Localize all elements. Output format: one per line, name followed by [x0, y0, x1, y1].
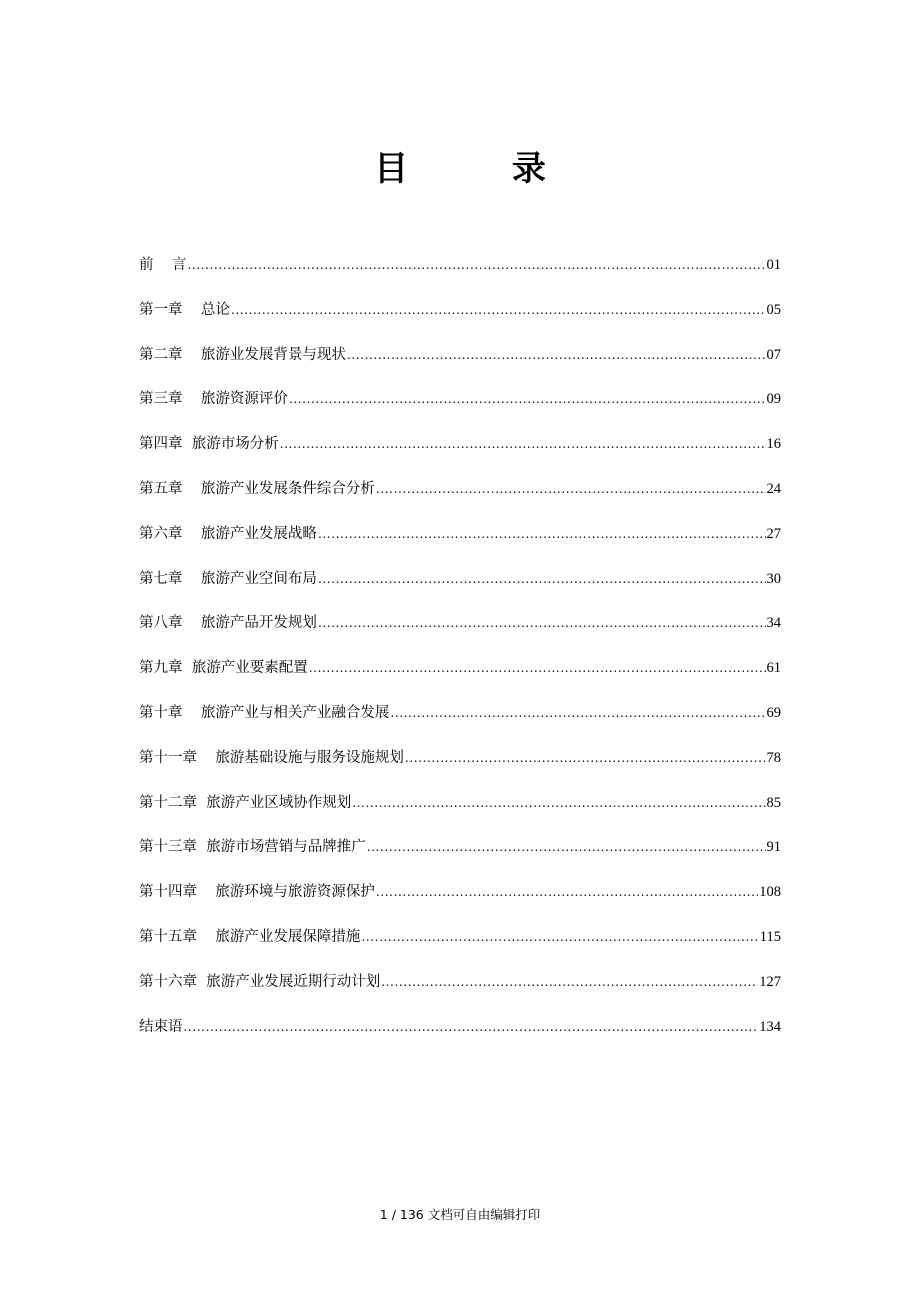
toc-dot-leader [231, 296, 766, 324]
toc-entry-page: 34 [766, 615, 781, 632]
toc-entry[interactable] [139, 251, 781, 296]
toc-entry[interactable] [139, 609, 781, 654]
toc-entry[interactable] [139, 341, 781, 386]
toc-entry-label: 第十四章 旅游环境与旅游资源保护 [139, 884, 375, 901]
toc-entry[interactable] [139, 654, 781, 699]
toc-entry-page: 16 [766, 436, 781, 453]
toc-entry[interactable] [139, 923, 781, 968]
toc-entry-label: 第十一章 旅游基础设施与服务设施规划 [139, 749, 404, 766]
toc-entry[interactable] [139, 296, 781, 341]
toc-entry-page: 108 [759, 884, 781, 901]
toc-entry-page: 24 [766, 480, 781, 497]
toc-entry-label: 第五章 旅游产业发展条件综合分析 [139, 480, 375, 497]
toc-entry[interactable] [139, 565, 781, 610]
toc-entry-page: 27 [766, 525, 781, 542]
toc-entry-page: 01 [766, 257, 781, 273]
toc-entry-page: 05 [766, 301, 781, 318]
toc-entry-label: 第十章 旅游产业与相关产业融合发展 [139, 704, 390, 721]
toc-entry-label: 第八章 旅游产品开发规划 [139, 615, 317, 632]
toc-entry-page: 91 [766, 839, 781, 856]
toc-dot-leader [390, 699, 765, 727]
toc-entry-page: 85 [766, 794, 781, 811]
toc-entry[interactable] [139, 833, 781, 878]
toc-dot-leader [376, 878, 758, 906]
toc-entry[interactable] [139, 430, 781, 475]
toc-entry[interactable] [139, 385, 781, 430]
toc-entry[interactable] [139, 744, 781, 789]
toc-entry[interactable] [139, 789, 781, 834]
toc-entry-page: 07 [766, 346, 781, 363]
toc-entry-page: 78 [766, 749, 781, 766]
toc-entry-label: 第十五章 旅游产业发展保障措施 [139, 928, 361, 945]
toc-dot-leader [318, 565, 766, 593]
toc-entry-label: 第九章 旅游产业要素配置 [139, 660, 308, 677]
toc-entry-label: 第二章 旅游业发展背景与现状 [139, 346, 346, 363]
toc-dot-leader [405, 744, 766, 772]
toc-entry[interactable] [139, 699, 781, 744]
toc-entry[interactable] [139, 1013, 781, 1058]
toc-entry-label: 第一章 总论 [139, 301, 230, 318]
toc-entry[interactable] [139, 475, 781, 520]
toc-entry-page: 30 [766, 570, 781, 587]
toc-entry[interactable] [139, 520, 781, 565]
toc-dot-leader [289, 385, 766, 413]
toc-dot-leader [367, 833, 766, 861]
toc-entry-label: 第七章 旅游产业空间布局 [139, 570, 317, 587]
toc-entry-label: 第十六章 旅游产业发展近期行动计划 [139, 973, 381, 990]
toc-dot-leader [381, 968, 758, 996]
page-title: 目 录 [374, 149, 592, 189]
toc-dot-leader [184, 1013, 759, 1041]
toc-entry-label: 第四章 旅游市场分析 [139, 436, 279, 453]
toc-dot-leader [361, 923, 758, 951]
toc-dot-leader [280, 430, 766, 458]
toc-entry-page: 69 [766, 704, 781, 721]
toc-entry-page: 115 [759, 928, 781, 945]
toc-entry-label: 第六章 旅游产业发展战略 [139, 525, 317, 542]
toc-entry-page: 127 [759, 973, 781, 990]
toc-entry-label: 前 言 [139, 257, 187, 273]
toc-entry-page: 61 [766, 660, 781, 677]
toc-dot-leader [376, 475, 766, 503]
toc-entry-label: 第十二章 旅游产业区域协作规划 [139, 794, 352, 811]
table-of-contents [139, 251, 781, 1057]
toc-entry-label: 第十三章 旅游市场营销与品牌推广 [139, 839, 366, 856]
toc-dot-leader [318, 609, 766, 637]
toc-dot-leader [352, 789, 765, 817]
toc-entry-page: 134 [759, 1018, 781, 1035]
toc-entry-label: 第三章 旅游资源评价 [139, 391, 288, 408]
toc-entry-label: 结束语 [139, 1018, 183, 1035]
toc-entry[interactable] [139, 968, 781, 1013]
toc-dot-leader [318, 520, 766, 548]
page-footer: 1 / 136 文档可自由编辑打印 [379, 1207, 541, 1222]
toc-dot-leader [347, 341, 766, 369]
toc-dot-leader [309, 654, 766, 682]
toc-entry[interactable] [139, 878, 781, 923]
toc-dot-leader [187, 251, 765, 279]
toc-entry-page: 09 [766, 391, 781, 408]
